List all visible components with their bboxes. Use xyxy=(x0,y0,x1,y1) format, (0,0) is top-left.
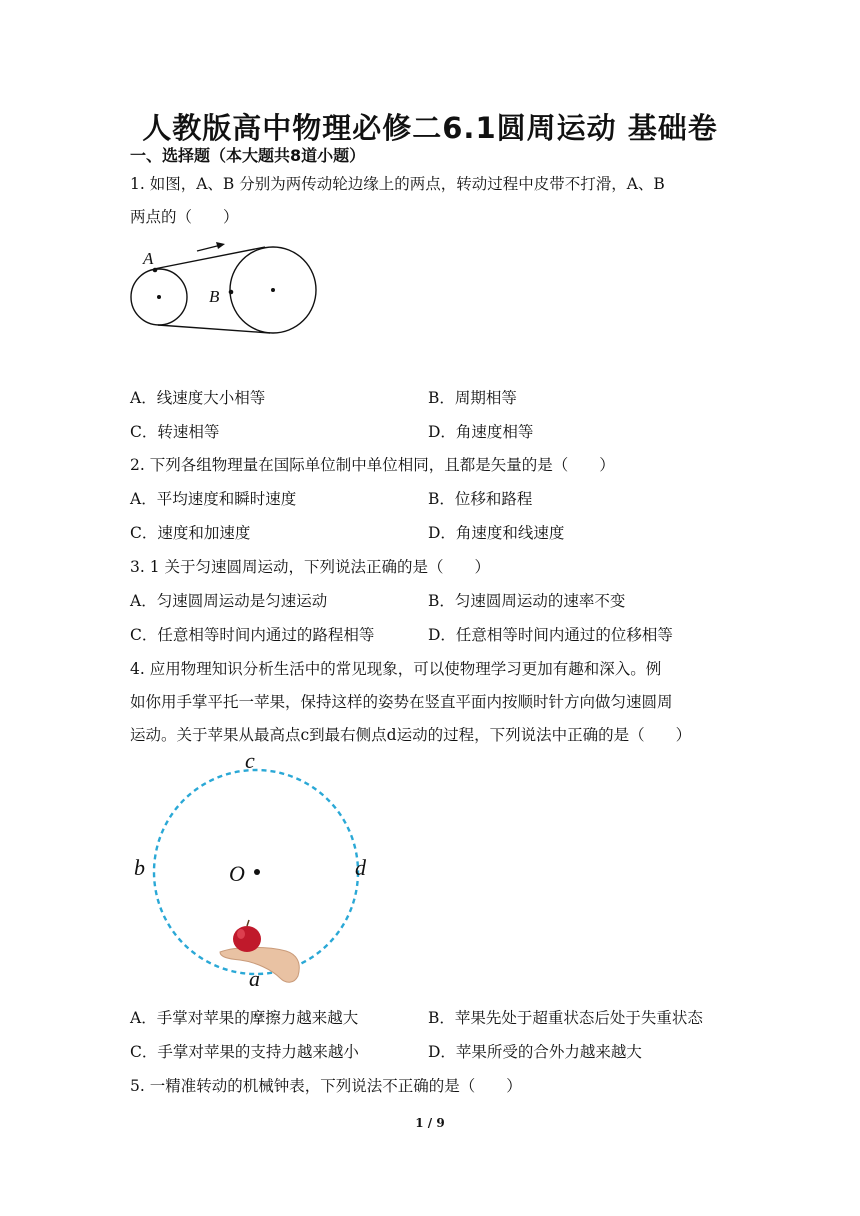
label-c: c xyxy=(245,748,255,773)
label-b: b xyxy=(134,855,145,880)
q2-option-b: B．位移和路程 xyxy=(428,490,533,508)
q2-option-a: A．平均速度和瞬时速度 xyxy=(130,490,297,508)
q3-stem: 3. 1 关于匀速圆周运动，下列说法正确的是（ ） xyxy=(130,558,491,576)
small-pulley-center xyxy=(157,295,161,299)
q4-option-c: C．手掌对苹果的支持力越来越小 xyxy=(130,1043,359,1061)
q4-stem-line2: 如你用手掌平托一苹果，保持这样的姿势在竖直平面内按顺时针方向做匀速圆周 xyxy=(130,693,673,711)
label-o: O xyxy=(229,861,245,886)
belt-top xyxy=(154,247,265,269)
point-b-dot xyxy=(229,290,234,295)
q2-stem: 2. 下列各组物理量在国际单位制中单位相同，且都是矢量的是（ ） xyxy=(130,456,615,474)
q2-option-c: C．速度和加速度 xyxy=(130,524,251,542)
label-a: a xyxy=(249,966,260,991)
q4-stem-line1: 4. 应用物理知识分析生活中的常见现象，可以使物理学习更加有趣和深入。例 xyxy=(130,660,662,678)
q3-option-a: A．匀速圆周运动是匀速运动 xyxy=(130,592,328,610)
q1-option-b: B．周期相等 xyxy=(428,389,517,407)
page-title: 人教版高中物理必修二6.1圆周运动 基础卷 xyxy=(142,111,718,145)
motion-arrow-head xyxy=(216,242,225,249)
q1-option-c: C．转速相等 xyxy=(130,423,220,441)
belt-bottom xyxy=(158,325,270,333)
label-a: A xyxy=(143,249,154,268)
apple xyxy=(233,926,261,952)
apple-highlight xyxy=(237,929,245,939)
q1-option-d: D．角速度相等 xyxy=(428,423,534,441)
q2-option-d: D．角速度和线速度 xyxy=(428,524,565,542)
q3-option-d: D．任意相等时间内通过的位移相等 xyxy=(428,626,673,644)
q5-stem: 5. 一精准转动的机械钟表，下列说法不正确的是（ ） xyxy=(130,1077,522,1095)
apple-circular-motion-figure xyxy=(128,748,388,996)
large-pulley-center xyxy=(271,288,275,292)
q4-stem-line3: 运动。关于苹果从最高点c到最右侧点d运动的过程，下列说法中正确的是（ ） xyxy=(130,726,692,744)
q4-option-a: A．手掌对苹果的摩擦力越来越大 xyxy=(130,1009,359,1027)
q3-option-b: B．匀速圆周运动的速率不变 xyxy=(428,592,626,610)
q1-stem-line2: 两点的（ ） xyxy=(130,208,239,226)
q1-option-a: A．线速度大小相等 xyxy=(130,389,266,407)
q4-option-d: D．苹果所受的合外力越来越大 xyxy=(428,1043,642,1061)
label-b: B xyxy=(209,287,220,306)
q3-option-c: C．任意相等时间内通过的路程相等 xyxy=(130,626,375,644)
q1-stem-line1: 1. 如图，A、B 分别为两传动轮边缘上的两点，转动过程中皮带不打滑，A、B xyxy=(130,175,665,193)
belt-pulley-figure xyxy=(125,236,325,336)
page-number: 1 / 9 xyxy=(415,1116,445,1130)
q4-option-b: B．苹果先处于超重状态后处于失重状态 xyxy=(428,1009,703,1027)
section-heading: 一、选择题（本大题共8道小题） xyxy=(130,146,366,165)
point-a-dot xyxy=(153,268,158,273)
apple-stem xyxy=(247,920,249,926)
label-d: d xyxy=(355,855,366,880)
center-o-dot xyxy=(254,869,260,875)
